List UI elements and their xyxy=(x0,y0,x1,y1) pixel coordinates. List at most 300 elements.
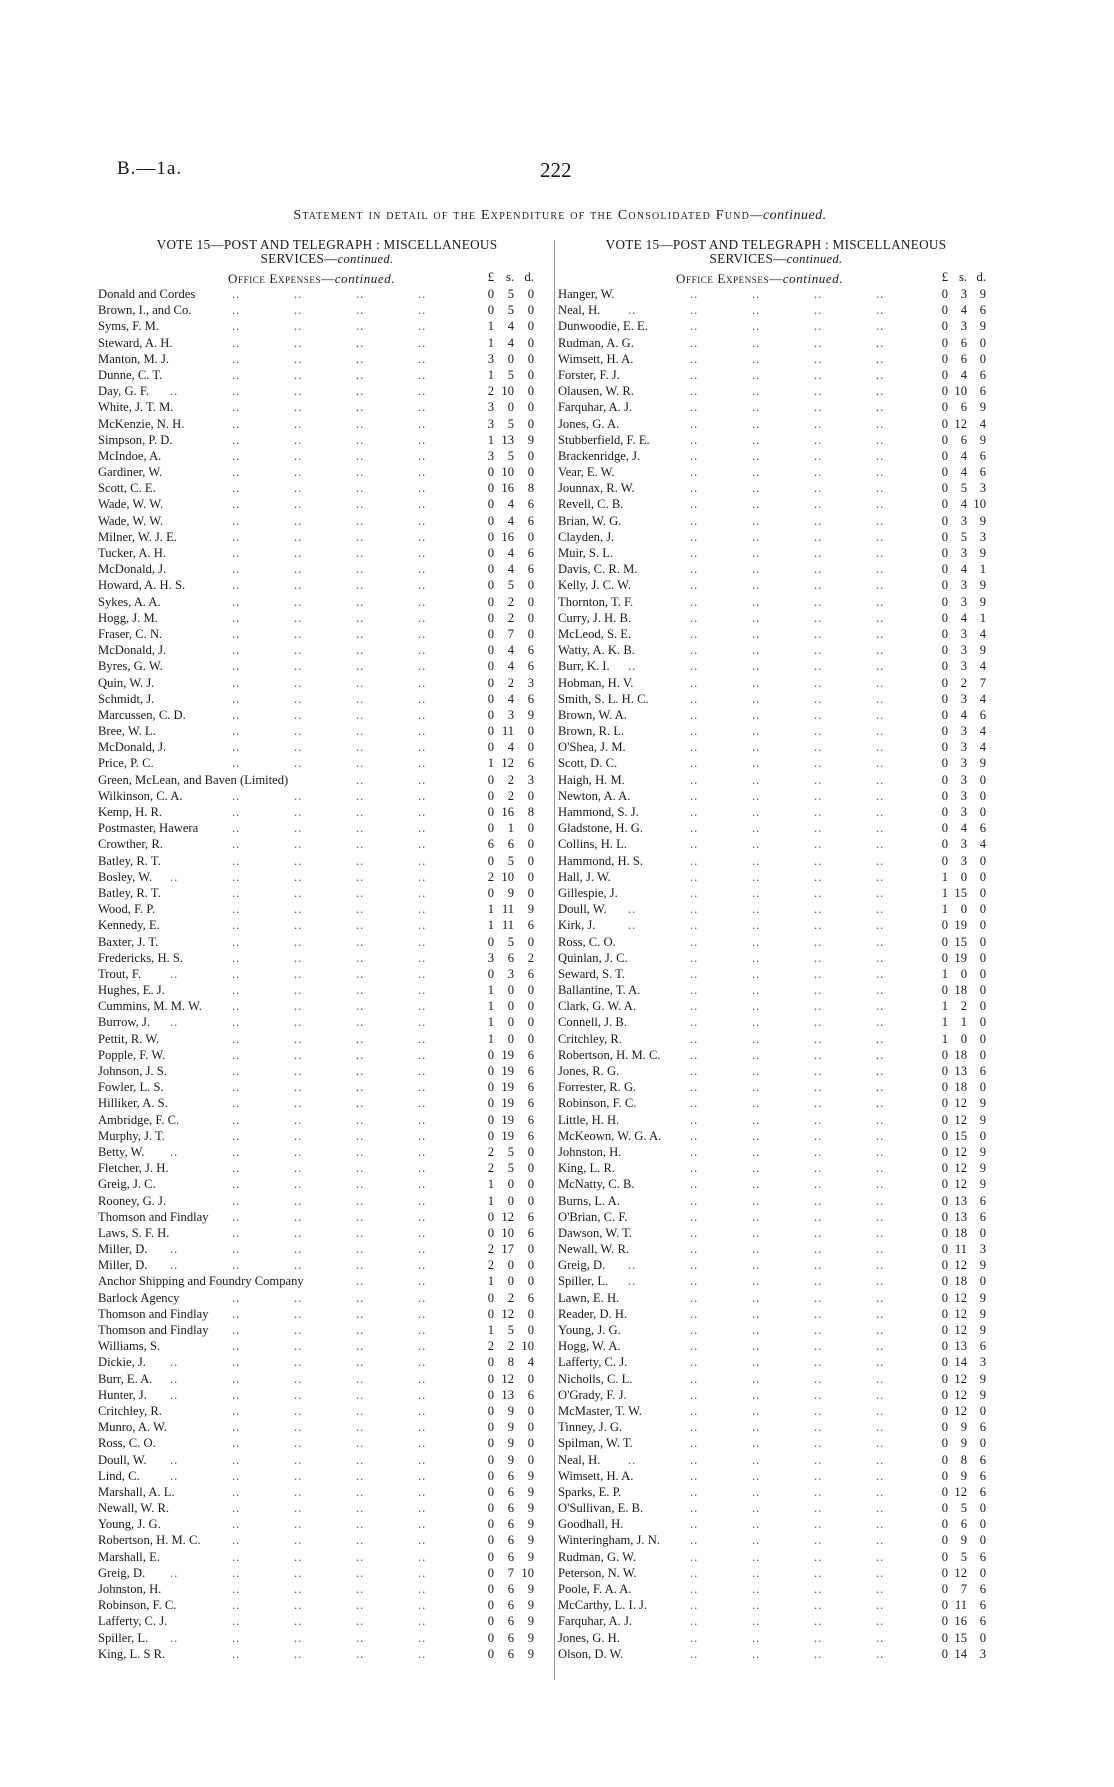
payee-name: Thornton, T. F. xyxy=(558,594,634,609)
payee-name: White, J. T. M. xyxy=(98,400,174,415)
shillings-amount: 12 xyxy=(501,1371,514,1386)
pence-amount: 6 xyxy=(527,918,534,933)
entry-row: .. .. .. .. Gillespie, J. 1 15 0 xyxy=(558,885,986,900)
shillings-amount: 11 xyxy=(501,902,514,917)
shillings-amount: 5 xyxy=(507,853,514,868)
vote-heading-services: SERVICES— xyxy=(709,251,787,266)
entry-row: .. .. .. .. Tinney, J. G. 0 9 6 xyxy=(558,1420,986,1435)
pounds-amount: 0 xyxy=(487,772,494,787)
shillings-amount: 5 xyxy=(507,1323,514,1337)
payee-name: Brown, W. A. xyxy=(558,707,627,722)
shillings-amount: 0 xyxy=(507,1258,514,1273)
pounds-amount: 1 xyxy=(941,966,948,981)
payee-name: Burns, L. A. xyxy=(558,1193,620,1208)
pounds-amount: 0 xyxy=(941,1614,948,1629)
payee-name: Wimsett, H. A. xyxy=(558,1468,634,1483)
pounds-amount: 0 xyxy=(941,1193,948,1208)
pence-amount: 9 xyxy=(527,1598,534,1613)
document-reference: B.—1a. xyxy=(117,158,183,179)
payee-name: Gillespie, J. xyxy=(558,885,618,900)
entry-row: .. .. .. .. .. Greig, D. 0 12 9 xyxy=(558,1258,986,1273)
pounds-amount: 0 xyxy=(941,1355,948,1370)
payee-name: Munro, A. W. xyxy=(98,1420,167,1435)
subheading-label xyxy=(228,271,395,287)
entry-row: .. .. .. .. O'Brian, C. F. 0 13 6 xyxy=(558,1209,986,1224)
shillings-amount: 5 xyxy=(960,1549,967,1564)
shillings-amount: 9 xyxy=(507,1436,514,1451)
shillings-amount: 5 xyxy=(507,1144,514,1159)
payee-name: O'Sullivan, E. B. xyxy=(558,1501,644,1516)
entry-row: .. .. .. .. Hogg, J. M. 0 2 0 xyxy=(98,610,534,625)
pence-amount: 6 xyxy=(979,303,986,318)
payee-name: Rudman, A. G. xyxy=(558,335,634,350)
payee-name: Doull, W. xyxy=(98,1452,147,1467)
pence-amount: 0 xyxy=(979,1565,986,1580)
payee-name: Batley, R. T. xyxy=(98,853,161,868)
pence-amount: 0 xyxy=(527,1306,534,1321)
subheading-text: Office Expenses— xyxy=(228,271,335,286)
pounds-amount: 0 xyxy=(941,335,948,350)
pence-amount: 0 xyxy=(979,788,986,803)
shillings-amount: 3 xyxy=(960,578,967,593)
pence-amount: 9 xyxy=(979,1290,986,1305)
pounds-amount: 0 xyxy=(487,1080,494,1095)
pence-amount: 9 xyxy=(979,1306,986,1321)
shillings-amount: 13 xyxy=(501,1387,514,1402)
entry-row: .. .. .. .. .. Doull, W. 1 0 0 xyxy=(558,902,986,917)
pence-amount: 6 xyxy=(979,1484,986,1499)
shillings-amount: 6 xyxy=(507,950,514,965)
pence-amount: 6 xyxy=(527,966,534,981)
pounds-amount: 0 xyxy=(487,1387,494,1402)
payee-name: Johnson, J. S. xyxy=(98,1064,167,1078)
entry-row: .. .. .. .. Clayden, J. 0 5 3 xyxy=(558,529,986,544)
entry-row: .. .. .. .. Marshall, E. 0 6 9 xyxy=(98,1549,534,1564)
pounds-amount: 0 xyxy=(487,465,494,480)
entry-row: .. .. .. .. Munro, A. W. 0 9 0 xyxy=(98,1420,534,1435)
pence-amount: 6 xyxy=(979,1582,986,1596)
shillings-amount: 6 xyxy=(960,351,967,366)
shillings-amount: 12 xyxy=(954,1306,967,1321)
pounds-amount: 1 xyxy=(941,1031,948,1046)
entry-row: .. .. .. .. Quinlan, J. C. 0 19 0 xyxy=(558,950,986,965)
vote-heading-services: SERVICES— xyxy=(260,251,338,266)
pounds-amount: 2 xyxy=(487,869,494,884)
pounds-amount: 1 xyxy=(941,869,948,884)
entry-row: .. .. .. .. Spilman, W. T. 0 9 0 xyxy=(558,1436,986,1451)
pounds-amount: 0 xyxy=(941,691,948,706)
pounds-amount: 1 xyxy=(487,335,494,350)
pounds-amount: 0 xyxy=(941,1144,948,1159)
payee-name: Seward, S. T. xyxy=(558,966,626,981)
payee-name: Newall, W. R. xyxy=(558,1242,630,1257)
pounds-amount: 0 xyxy=(941,1565,948,1580)
entry-row: .. .. .. .. Marcussen, C. D. 0 3 9 xyxy=(98,707,534,722)
payee-name: Connell, J. B. xyxy=(558,1015,627,1030)
shillings-amount: 2 xyxy=(507,594,514,609)
pounds-amount: 3 xyxy=(487,416,494,431)
pence-amount: 6 xyxy=(979,1193,986,1208)
entry-row: .. .. .. .. .. Burr, E. A. 0 12 0 xyxy=(98,1371,534,1386)
payee-name: O'Shea, J. M. xyxy=(558,740,626,755)
payee-name: Nicholls, C. L. xyxy=(558,1371,633,1386)
entry-row: .. .. .. .. Kelly, J. C. W. 0 3 9 xyxy=(558,578,986,593)
pounds-amount: 1 xyxy=(487,983,494,998)
payee-name: McDonald, J. xyxy=(98,562,167,577)
entry-row: .. .. .. .. Greig, J. C. 1 0 0 xyxy=(98,1177,534,1192)
pence-amount: 4 xyxy=(979,837,986,852)
entry-row: .. .. .. .. Howard, A. H. S. 0 5 0 xyxy=(98,578,534,593)
pounds-amount: 1 xyxy=(487,1323,494,1337)
payee-name: Marcussen, C. D. xyxy=(98,707,186,722)
vote-heading-line1: VOTE 15—POST AND TELEGRAPH : MISCELLANEOUS xyxy=(156,237,498,252)
entry-row: .. .. .. .. Stubberfield, F. E. 0 6 9 xyxy=(558,432,986,447)
pence-amount: 0 xyxy=(979,1630,986,1645)
payee-name: Davis, C. R. M. xyxy=(558,562,638,577)
pounds-amount: 1 xyxy=(487,1031,494,1046)
shillings-amount: 12 xyxy=(954,1096,967,1111)
payee-name: Greig, D. xyxy=(558,1258,606,1273)
entry-row: .. .. .. .. Hobman, H. V. 0 2 7 xyxy=(558,675,986,690)
pence-amount: 6 xyxy=(527,691,534,706)
shillings-amount: 3 xyxy=(960,772,967,787)
pounds-amount: 0 xyxy=(487,1128,494,1143)
pounds-amount: 0 xyxy=(941,643,948,658)
pence-amount: 0 xyxy=(979,1080,986,1095)
entry-row: .. .. .. .. Price, P. C. 1 12 6 xyxy=(98,756,534,771)
entry-row: .. .. .. .. Young, J. G. 0 12 9 xyxy=(558,1323,986,1337)
shillings-amount: 6 xyxy=(960,335,967,350)
shillings-amount: 2 xyxy=(507,772,514,787)
pence-amount: 9 xyxy=(979,1258,986,1273)
shillings-amount: 5 xyxy=(507,303,514,318)
pence-amount: 6 xyxy=(979,465,986,480)
shillings-amount: 18 xyxy=(954,1274,967,1289)
pence-amount: 0 xyxy=(527,1452,534,1467)
pounds-amount: 3 xyxy=(487,950,494,965)
shillings-amount: 9 xyxy=(507,1403,514,1418)
entry-row: .. .. .. .. .. Neal, H. 0 4 6 xyxy=(558,303,986,318)
entry-row: .. .. .. .. Barlock Agency 0 2 6 xyxy=(98,1290,534,1305)
pounds-amount: 0 xyxy=(487,821,494,836)
entry-row: .. .. .. .. Lawn, E. H. 0 12 9 xyxy=(558,1290,986,1305)
pounds-amount: 1 xyxy=(487,367,494,382)
entry-row: .. .. .. .. .. Spiller, L. 0 18 0 xyxy=(558,1274,986,1289)
payee-name: Anchor Shipping and Foundry Company xyxy=(98,1274,304,1289)
pounds-amount: 0 xyxy=(941,1468,948,1483)
pounds-amount: 1 xyxy=(487,756,494,771)
entry-row: .. .. .. .. Rooney, G. J. 1 0 0 xyxy=(98,1193,534,1208)
payee-name: Rooney, G. J. xyxy=(98,1193,167,1208)
shillings-amount: 12 xyxy=(954,1290,967,1305)
shillings-amount: 4 xyxy=(507,659,514,674)
entry-row: .. .. .. .. Robertson, H. M. C. 0 6 9 xyxy=(98,1533,534,1548)
payee-name: Clayden, J. xyxy=(558,529,615,544)
entry-row: .. .. .. .. Forster, F. J. 0 4 6 xyxy=(558,367,986,382)
shillings-amount: 0 xyxy=(507,1274,514,1289)
payee-name: Burr, E. A. xyxy=(98,1371,153,1386)
payee-name: Thomson and Findlay xyxy=(98,1209,209,1224)
payee-name: Ambridge, F. C. xyxy=(98,1112,180,1127)
entry-row: .. .. .. .. Rudman, A. G. 0 6 0 xyxy=(558,335,986,350)
pence-amount: 3 xyxy=(979,529,986,544)
pence-amount: 9 xyxy=(979,400,986,415)
payee-name: Young, J. G. xyxy=(558,1323,621,1337)
subheading-continued: continued. xyxy=(334,271,396,286)
pence-amount: 6 xyxy=(527,1290,534,1305)
payee-name: Critchley, R. xyxy=(98,1403,162,1418)
pounds-amount: 0 xyxy=(941,384,948,399)
pence-amount: 0 xyxy=(979,869,986,884)
pence-amount: 4 xyxy=(979,724,986,739)
pence-amount: 0 xyxy=(527,869,534,884)
shillings-amount: 16 xyxy=(501,481,514,496)
shillings-amount: 5 xyxy=(507,416,514,431)
pence-amount: 7 xyxy=(979,675,986,690)
entry-row: .. .. .. .. O'Sullivan, E. B. 0 5 0 xyxy=(558,1501,986,1516)
pence-amount: 6 xyxy=(527,1112,534,1127)
payee-name: Critchley, R. xyxy=(558,1031,622,1046)
shillings-amount: 0 xyxy=(960,902,967,917)
entry-row: .. .. .. .. Gladstone, H. G. 0 4 6 xyxy=(558,821,986,836)
pence-amount: 0 xyxy=(527,1031,534,1046)
pence-amount: 9 xyxy=(979,546,986,560)
payee-name: Burrow, J. xyxy=(98,1015,151,1030)
entry-row: .. .. .. .. Farquhar, A. J. 0 6 9 xyxy=(558,400,986,415)
pounds-amount: 0 xyxy=(941,1533,948,1548)
section-subheading xyxy=(556,268,996,286)
payee-name: Greig, J. C. xyxy=(98,1177,156,1192)
payee-name: Hammond, H. S. xyxy=(558,853,644,868)
pounds-amount: 0 xyxy=(941,853,948,868)
right-entry-list xyxy=(556,286,996,1662)
pence-amount: 0 xyxy=(979,983,986,998)
payee-name: Crowther, R. xyxy=(98,837,163,852)
entry-row: .. .. .. .. Haigh, H. M. 0 3 0 xyxy=(558,772,986,787)
pence-amount: 0 xyxy=(527,416,534,431)
pounds-amount: 0 xyxy=(941,1128,948,1143)
pence-amount: 4 xyxy=(527,1355,534,1370)
entry-row: .. .. .. .. Quin, W. J. 0 2 3 xyxy=(98,675,534,690)
pence-amount: 0 xyxy=(527,578,534,593)
pence-amount: 3 xyxy=(527,675,534,690)
shillings-amount: 4 xyxy=(960,707,967,722)
payee-name: Hunter, J. xyxy=(98,1387,147,1402)
pence-amount: 6 xyxy=(527,1096,534,1111)
payee-name: Little, H. H. xyxy=(558,1112,620,1127)
shillings-amount: 19 xyxy=(501,1064,514,1078)
pounds-amount: 0 xyxy=(487,626,494,641)
payee-name: Wilkinson, C. A. xyxy=(98,788,183,803)
pence-amount: 0 xyxy=(527,1144,534,1159)
pence-amount: 6 xyxy=(979,1452,986,1467)
shillings-amount: 0 xyxy=(507,983,514,998)
shillings-amount: 3 xyxy=(960,853,967,868)
shillings-amount: 3 xyxy=(507,707,514,722)
payee-name: Hammond, S. J. xyxy=(558,805,639,819)
payee-name: Wimsett, H. A. xyxy=(558,351,634,366)
pence-amount: 6 xyxy=(527,497,534,512)
shillings-amount: 14 xyxy=(954,1646,967,1661)
shillings-amount: 12 xyxy=(954,1161,967,1176)
shillings-amount: 4 xyxy=(507,513,514,528)
shillings-amount: 0 xyxy=(960,869,967,884)
entry-row: .. .. .. .. Young, J. G. 0 6 9 xyxy=(98,1517,534,1532)
shillings-amount: 4 xyxy=(507,335,514,350)
pounds-amount: 1 xyxy=(487,918,494,933)
pence-amount: 0 xyxy=(527,885,534,900)
shillings-amount: 3 xyxy=(960,805,967,819)
pence-amount: 6 xyxy=(979,821,986,836)
pence-amount: 6 xyxy=(527,1209,534,1224)
shillings-amount: 6 xyxy=(507,837,514,852)
payee-name: Neal, H. xyxy=(558,303,601,318)
shillings-amount: 4 xyxy=(960,367,967,382)
payee-name: Batley, R. T. xyxy=(98,885,161,900)
pence-amount: 0 xyxy=(979,966,986,981)
entry-row: .. .. .. .. Steward, A. H. 1 4 0 xyxy=(98,335,534,350)
entry-row: .. .. .. .. Ross, C. O. 0 15 0 xyxy=(558,934,986,949)
shillings-amount: 19 xyxy=(954,950,967,965)
pence-amount: 4 xyxy=(979,740,986,755)
entry-row: .. .. .. .. .. Miller, D. 2 0 0 xyxy=(98,1258,534,1273)
entry-row: .. .. .. .. Bree, W. L. 0 11 0 xyxy=(98,724,534,739)
entry-row: .. .. .. .. Wood, F. P. 1 11 9 xyxy=(98,902,534,917)
payee-name: McDonald, J. xyxy=(98,740,167,755)
shillings-amount: 4 xyxy=(960,821,967,836)
payee-name: Reader, D. H. xyxy=(558,1306,628,1321)
left-entry-list xyxy=(98,286,556,1662)
payee-name: Hobman, H. V. xyxy=(558,675,634,690)
pence-amount: 9 xyxy=(979,1096,986,1111)
shillings-amount: 7 xyxy=(507,626,514,641)
pounds-amount: 0 xyxy=(487,1598,494,1613)
pounds-amount: 0 xyxy=(941,675,948,690)
pence-amount: 0 xyxy=(527,1403,534,1418)
pounds-amount: 0 xyxy=(487,1290,494,1305)
shillings-amount: 3 xyxy=(960,691,967,706)
pence-amount: 9 xyxy=(527,1630,534,1645)
pence-amount: 4 xyxy=(979,626,986,641)
entry-row: .. .. .. .. Jones, G. A. 0 12 4 xyxy=(558,416,986,431)
pence-amount: 6 xyxy=(979,1209,986,1224)
entry-row: .. .. .. .. Peterson, N. W. 0 12 0 xyxy=(558,1565,986,1580)
shillings-amount: 19 xyxy=(501,1047,514,1062)
payee-name: Syms, F. M. xyxy=(98,319,159,334)
shillings-amount: 0 xyxy=(507,1015,514,1030)
payee-name: Jones, G. H. xyxy=(558,1630,620,1645)
payee-name: Watty, A. K. B. xyxy=(558,643,635,658)
entry-row: .. .. .. .. Fraser, C. N. 0 7 0 xyxy=(98,626,534,641)
entry-row: .. .. .. .. Sykes, A. A. 0 2 0 xyxy=(98,594,534,609)
payee-name: Brian, W. G. xyxy=(558,513,622,528)
pounds-amount: 0 xyxy=(941,626,948,641)
pence-amount: 6 xyxy=(979,1339,986,1354)
entry-row: .. .. .. .. Pettit, R. W. 1 0 0 xyxy=(98,1031,534,1046)
pence-amount: 6 xyxy=(979,1614,986,1629)
pounds-amount: 1 xyxy=(487,1177,494,1192)
entry-row: .. .. .. .. Brown, I., and Co. 0 5 0 xyxy=(98,303,534,318)
entry-row: .. .. .. .. Wilkinson, C. A. 0 2 0 xyxy=(98,788,534,803)
shillings-amount: 6 xyxy=(960,400,967,415)
pence-amount: 0 xyxy=(979,918,986,933)
pounds-amount: 2 xyxy=(487,384,494,399)
shillings-amount: 4 xyxy=(960,562,967,577)
shillings-amount: 16 xyxy=(501,805,514,819)
shillings-amount: 4 xyxy=(960,465,967,480)
pounds-amount: 0 xyxy=(941,756,948,771)
pounds-amount: 0 xyxy=(941,529,948,544)
pounds-header: £ xyxy=(487,270,494,284)
pounds-amount: 0 xyxy=(941,724,948,739)
pounds-amount: 0 xyxy=(941,1161,948,1176)
entry-row: .. .. .. .. Poole, F. A. A. 0 7 6 xyxy=(558,1582,986,1596)
pounds-amount: 0 xyxy=(941,1549,948,1564)
pence-amount: 0 xyxy=(979,950,986,965)
pounds-amount: 0 xyxy=(487,1468,494,1483)
shillings-amount: 2 xyxy=(960,675,967,690)
pence-amount: 6 xyxy=(527,513,534,528)
payee-name: Miller, D. xyxy=(98,1258,148,1273)
shillings-amount: 13 xyxy=(954,1209,967,1224)
entry-row: .. .. .. .. McDonald, J. 0 4 0 xyxy=(98,740,534,755)
entry-row: .. .. .. .. Postmaster, Hawera 0 1 0 xyxy=(98,821,534,836)
pence-amount: 0 xyxy=(979,772,986,787)
pounds-amount: 0 xyxy=(941,1452,948,1467)
payee-name: Vear, E. W. xyxy=(558,465,615,480)
shillings-amount: 0 xyxy=(507,999,514,1014)
pounds-amount: 0 xyxy=(487,1112,494,1127)
pounds-amount: 0 xyxy=(487,1646,494,1661)
payee-name: Fraser, C. N. xyxy=(98,626,163,641)
payee-name: Thomson and Findlay xyxy=(98,1323,209,1337)
pence-amount: 0 xyxy=(979,1047,986,1062)
pounds-amount: 0 xyxy=(941,319,948,334)
shillings-amount: 12 xyxy=(954,1144,967,1159)
pounds-amount: 1 xyxy=(487,319,494,334)
pounds-amount: 0 xyxy=(487,1549,494,1564)
entry-row: .. .. .. .. .. Burrow, J. 1 0 0 xyxy=(98,1015,534,1030)
payee-name: Cummins, M. M. W. xyxy=(98,999,202,1014)
entry-row: .. .. .. .. Brown, W. A. 0 4 6 xyxy=(558,707,986,722)
pence-amount: 0 xyxy=(527,1161,534,1176)
pence-amount: 0 xyxy=(527,626,534,641)
pounds-amount: 3 xyxy=(487,448,494,463)
entry-row: .. .. .. .. Kennedy, E. 1 11 6 xyxy=(98,918,534,933)
pence-amount: 9 xyxy=(979,643,986,658)
payee-name: Robinson, F. C. xyxy=(558,1096,637,1111)
shillings-amount: 18 xyxy=(954,1047,967,1062)
pounds-amount: 0 xyxy=(487,1436,494,1451)
vote-heading-continued: continued. xyxy=(337,252,394,266)
entry-row: .. .. .. .. Fowler, L. S. 0 19 6 xyxy=(98,1080,534,1095)
pence-amount: 6 xyxy=(527,756,534,771)
pence-amount: 0 xyxy=(527,351,534,366)
entry-row: .. .. .. .. O'Shea, J. M. 0 3 4 xyxy=(558,740,986,755)
entry-row: .. .. .. .. McDonald, J. 0 4 6 xyxy=(98,643,534,658)
payee-name: Fowler, L. S. xyxy=(98,1080,164,1095)
pence-amount: 0 xyxy=(527,1436,534,1451)
pence-amount: 2 xyxy=(527,950,534,965)
pence-amount: 6 xyxy=(979,1420,986,1435)
pence-amount: 6 xyxy=(527,562,534,577)
pence-amount: 0 xyxy=(527,934,534,949)
payee-name: Goodhall, H. xyxy=(558,1517,624,1532)
pounds-amount: 0 xyxy=(941,1387,948,1402)
shillings-amount: 4 xyxy=(507,691,514,706)
shillings-amount: 6 xyxy=(507,1582,514,1596)
shillings-amount: 11 xyxy=(954,1598,967,1613)
